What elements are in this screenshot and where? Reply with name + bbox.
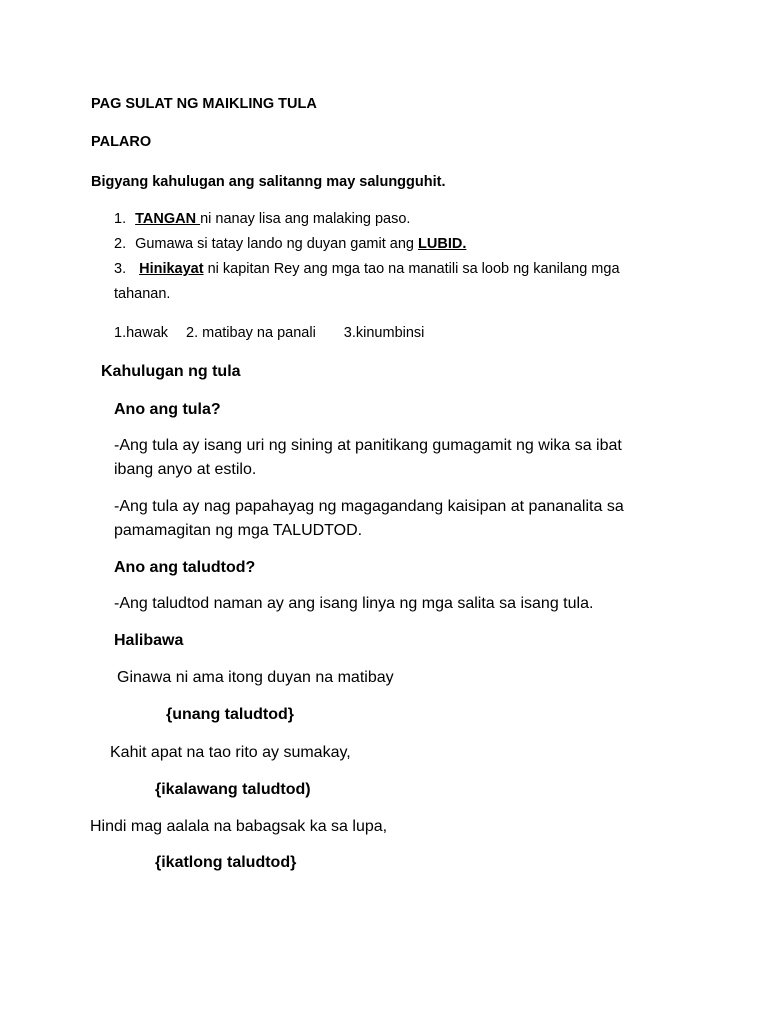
- example-heading: Halibawa: [114, 632, 184, 649]
- poem-label: {unang taludtod}: [166, 706, 294, 723]
- item-number: 2.: [114, 236, 127, 252]
- paragraph-line: ibang anyo at estilo.: [114, 461, 257, 478]
- list-item: [114, 236, 466, 253]
- item-continuation: tahanan.: [114, 286, 171, 302]
- instruction-text: Bigyang kahulugan ang salitanng may salungguhit.: [91, 174, 446, 190]
- paragraph-line: -Ang tula ay isang uri ng sining at panitikang gumagamit ng wika sa ibat: [114, 437, 622, 454]
- answers-row: [114, 325, 424, 342]
- poem-label: {ikatlong taludtod}: [155, 854, 297, 871]
- paragraph-line: -Ang tula ay nag papahayag ng magagandang kaisipan at pananalita sa: [114, 498, 624, 515]
- paragraph-line: -Ang taludtod naman ay ang isang linya ng mga salita sa isang tula.: [114, 595, 594, 612]
- section-heading: PALARO: [91, 134, 152, 150]
- underlined-word: Hinikayat: [139, 261, 204, 277]
- poem-line: Hindi mag aalala na babagsak ka sa lupa,: [90, 818, 388, 835]
- answer-3: 3.kinumbinsi: [343, 325, 425, 341]
- answer-2: 2. matibay na panali: [186, 325, 316, 341]
- item-number: 1.: [114, 211, 127, 227]
- item-text: ni nanay lisa ang malaking paso.: [200, 211, 411, 227]
- item-number: 3.: [114, 261, 127, 277]
- item-text: ni kapitan Rey ang mga tao na manatili sa loob ng kanilang mga: [203, 261, 620, 277]
- underlined-word: LUBID.: [418, 236, 467, 252]
- question-heading: Ano ang taludtod?: [114, 559, 256, 576]
- underlined-word: TANGAN: [135, 211, 201, 227]
- answer-1: 1.hawak: [114, 325, 169, 341]
- item-text: Gumawa si tatay lando ng duyan gamit ang: [135, 236, 419, 252]
- document-title: PAG SULAT NG MAIKLING TULA: [91, 96, 317, 112]
- poem-line: Ginawa ni ama itong duyan na matibay: [117, 669, 394, 686]
- section-heading: Kahulugan ng tula: [101, 363, 241, 380]
- paragraph-line: pamamagitan ng mga TALUDTOD.: [114, 522, 363, 539]
- poem-line: Kahit apat na tao rito ay sumakay,: [110, 744, 351, 761]
- list-item: [114, 211, 410, 228]
- poem-label: {ikalawang taludtod): [155, 781, 311, 798]
- question-heading: Ano ang tula?: [114, 401, 221, 418]
- list-item: [114, 261, 620, 278]
